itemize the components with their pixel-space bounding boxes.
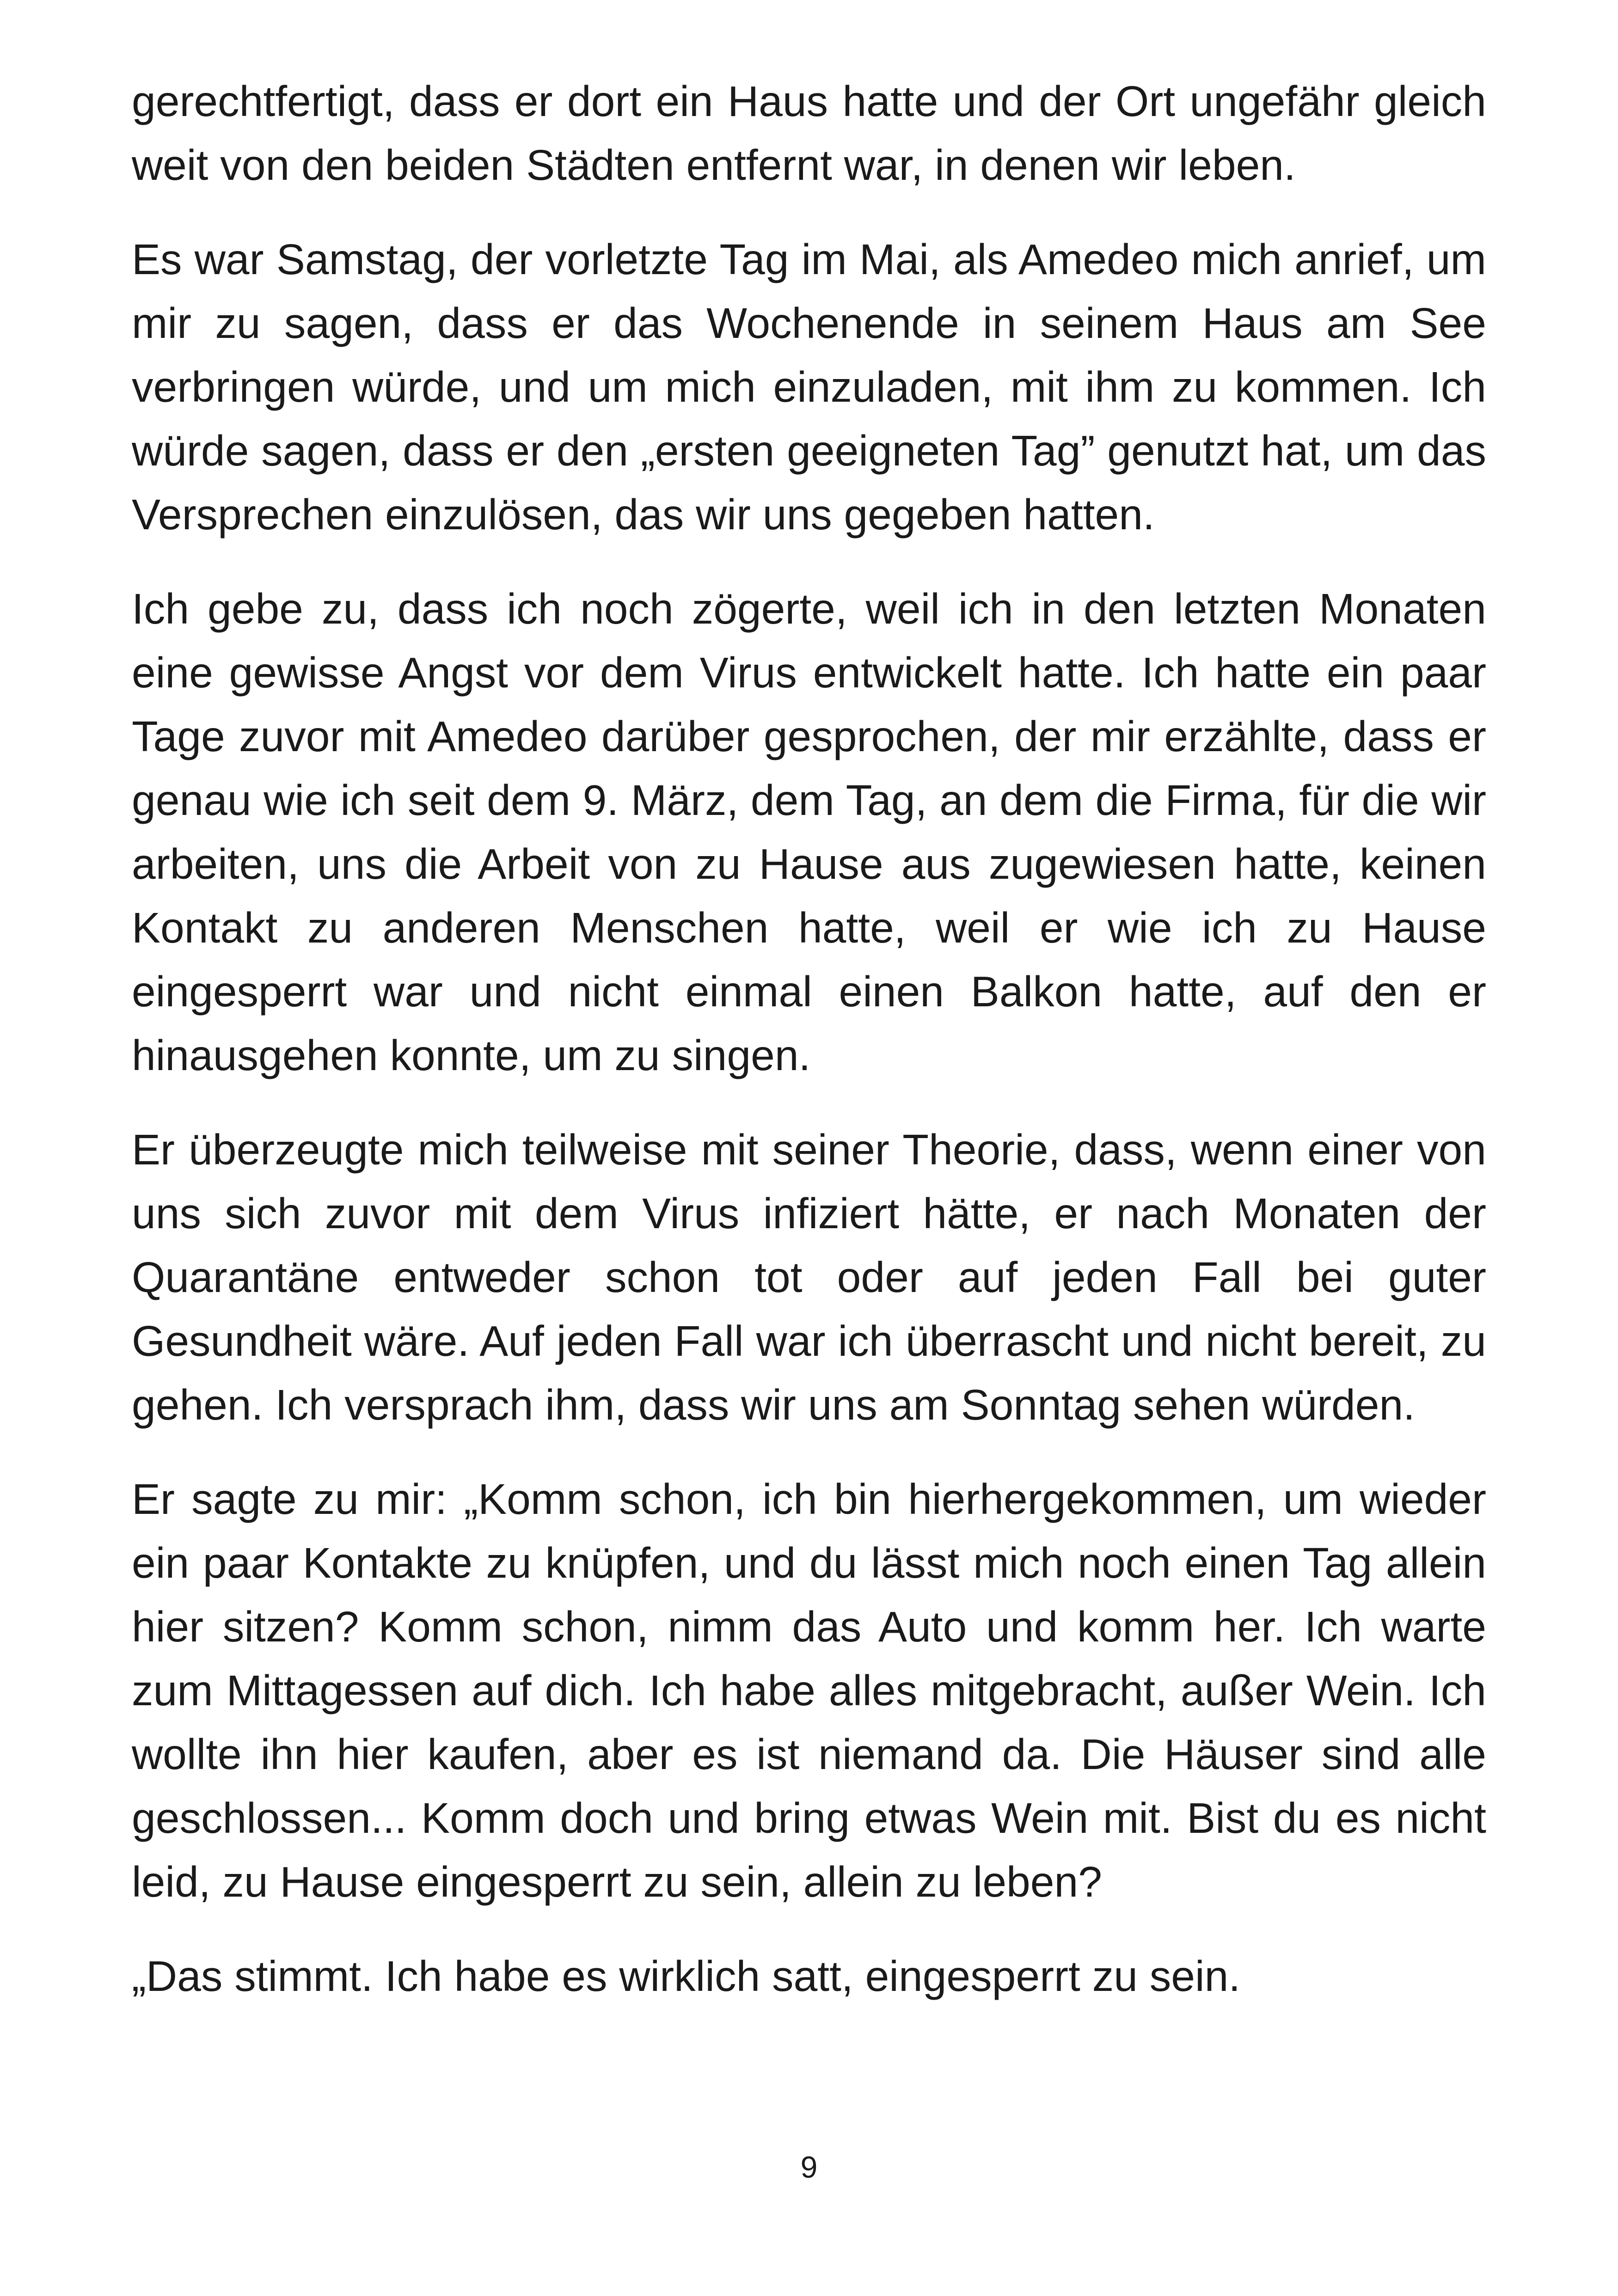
- page-number: 9: [800, 2150, 818, 2184]
- paragraph-1: gerechtfertigt, dass er dort ein Haus hatte und der Ort ungefähr gleich weit von den beiden Städten entfernt war, in denen wir leben.: [132, 77, 1486, 189]
- paragraph-4: Er überzeugte mich teilweise mit seiner Theorie, dass, wenn einer von uns sich zuvor mit dem Virus infiziert hätte, er nach Monaten der Quarantäne entweder schon tot oder auf jeden Fall bei guter Gesundheit wäre. Auf jeden Fall war ich überrascht und nicht bereit, zu gehen. Ich versprach ihm, dass wir uns am Sonntag sehen würden.: [132, 1126, 1486, 1429]
- paragraph-6: „Das stimmt. Ich habe es wirklich satt, eingesperrt zu sein.: [132, 1952, 1241, 2000]
- paragraph-2: Es war Samstag, der vorletzte Tag im Mai, als Amedeo mich anrief, um mir zu sagen, dass er das Wochenende in seinem Haus am See verbringen würde, und um mich einzuladen, mit ihm zu kommen. Ich würde sagen, dass er den „ersten geeigneten Tag” genutzt hat, um das Versprechen einzulösen, das wir uns gegeben hatten.: [132, 235, 1486, 539]
- paragraph-3: Ich gebe zu, dass ich noch zögerte, weil ich in den letzten Monaten eine gewisse Angst vor dem Virus entwickelt hatte. Ich hatte ein paar Tage zuvor mit Amedeo darüber gesprochen, der mir erzählte, dass er genau wie ich seit dem 9. März, dem Tag, an dem die Firma, für die wir arbeiten, uns die Arbeit von zu Hause aus zugewiesen hatte, keinen Kontakt zu anderen Menschen hatte, weil er wie ich zu Hause eingesperrt war und nicht einmal einen Balkon hatte, auf den er hinausgehen konnte, um zu singen.: [132, 585, 1486, 1079]
- body-text: [132, 69, 1486, 2008]
- paragraph-5: Er sagte zu mir: „Komm schon, ich bin hierhergekommen, um wieder ein paar Kontakte zu knüpfen, und du lässt mich noch einen Tag allein hier sitzen? Komm schon, nimm das Auto und komm her. Ich warte zum Mittagessen auf dich. Ich habe alles mitgebracht, außer Wein. Ich wollte ihn hier kaufen, aber es ist niemand da. Die Häuser sind alle geschlossen... Komm doch und bring etwas Wein mit. Bist du es nicht leid, zu Hause eingesperrt zu sein, allein zu leben?: [132, 1475, 1486, 1906]
